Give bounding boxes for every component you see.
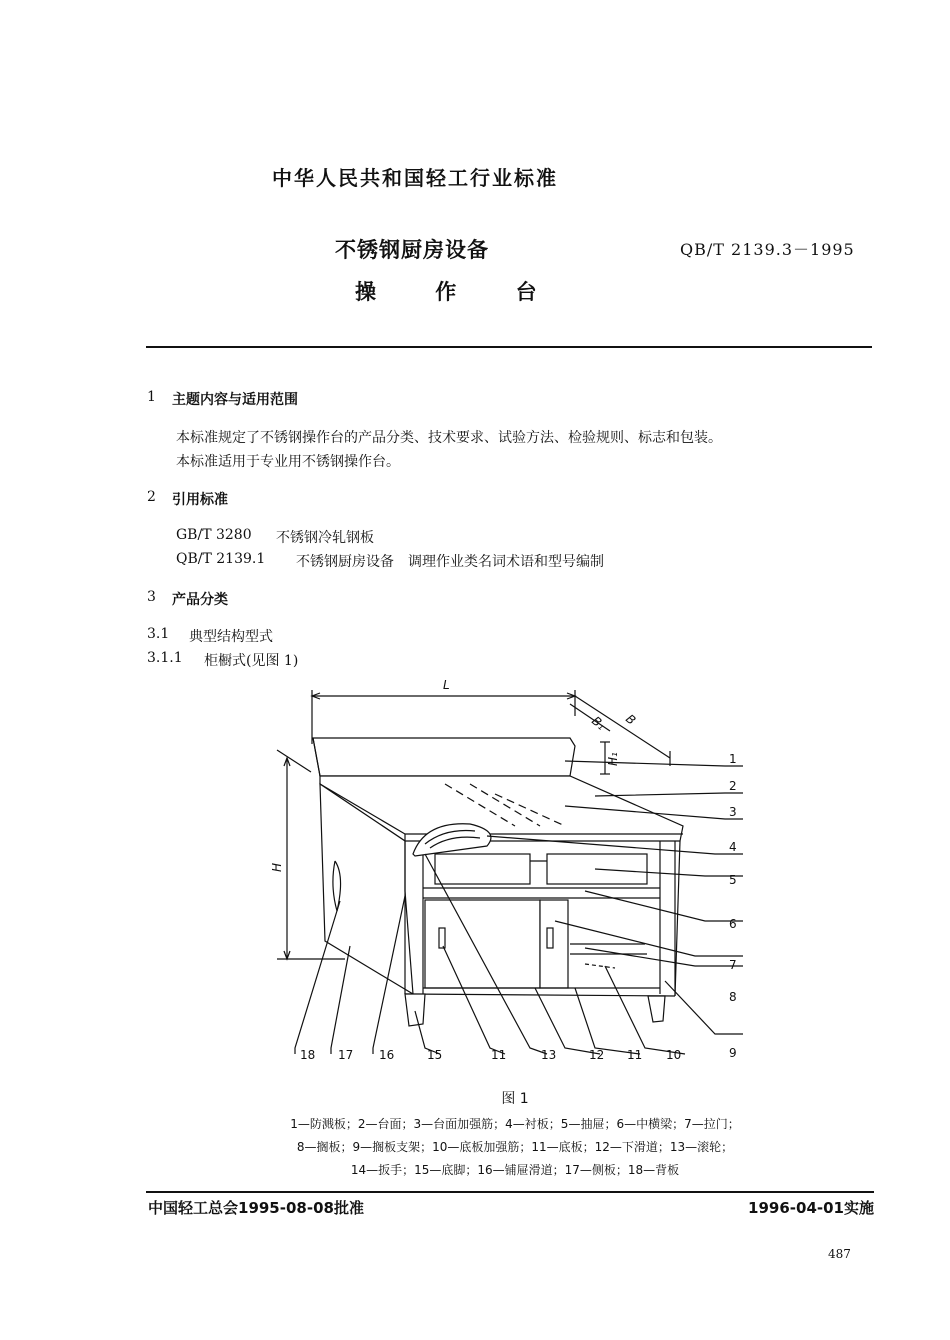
callout-label: 5 xyxy=(729,873,737,887)
callout-label: 6 xyxy=(729,917,737,931)
callout-label: 8 xyxy=(729,990,737,1004)
dim-label-B: B xyxy=(623,711,639,728)
section-3-1-1-number: 3.1.1 xyxy=(147,650,183,666)
reference-name: 不锈钢冷轧钢板 xyxy=(276,530,374,546)
callout-label: 11 xyxy=(627,1048,643,1062)
page-number: 487 xyxy=(828,1247,851,1261)
section-3-1-1-title: 柜橱式(见图 1) xyxy=(204,653,299,669)
section-3-1-number: 3.1 xyxy=(147,626,170,642)
callout-label: 3 xyxy=(729,805,737,819)
reference-code: QB/T 2139.1 xyxy=(176,551,266,567)
figure-title: 图 1 xyxy=(501,1091,529,1107)
callout-label: 13 xyxy=(541,1048,557,1062)
figure-legend-line: 1—防溅板；2—台面；3—台面加强筋；4—衬板；5—抽屉；6—中横梁；7—拉门； xyxy=(290,1117,740,1131)
reference-name: 不锈钢厨房设备 调理作业类名词术语和型号编制 xyxy=(296,554,604,570)
section-2-number: 2 xyxy=(147,489,156,505)
callout-label: 16 xyxy=(379,1048,395,1062)
callout-label: 11 xyxy=(491,1048,507,1062)
callout-label: 18 xyxy=(300,1048,316,1062)
callout-label: 15 xyxy=(427,1048,443,1062)
callout-label: 7 xyxy=(729,958,737,972)
figure-legend-line: 8—搁板；9—搁板支架；10—底板加强筋；11—底板；12—下滑道；13—滚轮； xyxy=(296,1140,734,1154)
section-1-title: 主题内容与适用范围 xyxy=(172,392,298,408)
dim-label-H: H xyxy=(270,862,284,872)
issuing-organization: 中华人民共和国轻工行业标准 xyxy=(272,166,558,190)
header-rule xyxy=(146,346,872,348)
approval-date: 中国轻工总会1995-08-08批准 xyxy=(148,1199,364,1217)
callout-label: 4 xyxy=(729,840,737,854)
section-3-title: 产品分类 xyxy=(172,592,228,608)
footer-rule xyxy=(146,1191,874,1193)
callout-label: 17 xyxy=(338,1048,354,1062)
standard-number: QB/T 2139.3－1995 xyxy=(680,240,855,259)
callout-label: 9 xyxy=(729,1046,737,1060)
section-3-number: 3 xyxy=(147,589,156,605)
figure-legend-line: 14—扳手；15—底脚；16—铺屉滑道；17—侧板；18—背板 xyxy=(350,1163,680,1177)
callout-label: 2 xyxy=(729,779,737,793)
callout-label: 10 xyxy=(666,1048,682,1062)
effective-date: 1996-04-01实施 xyxy=(748,1199,874,1217)
callout-label: 1 xyxy=(729,752,737,766)
document-subtitle: 操 作 台 xyxy=(355,280,563,304)
section-3-1-title: 典型结构型式 xyxy=(189,629,273,645)
reference-code: GB/T 3280 xyxy=(176,527,252,543)
document-title: 不锈钢厨房设备 xyxy=(335,238,489,262)
dim-label-L: L xyxy=(443,678,450,692)
callout-label: 12 xyxy=(589,1048,605,1062)
section-2-title: 引用标准 xyxy=(172,492,228,508)
section-1-paragraph: 本标准规定了不锈钢操作台的产品分类、技术要求、试验方法、检验规则、标志和包装。 xyxy=(176,430,722,446)
section-1-paragraph: 本标准适用于专业用不锈钢操作台。 xyxy=(176,454,400,470)
figure-1-drawing xyxy=(265,676,765,1071)
section-1-number: 1 xyxy=(147,389,156,405)
dim-label-H1: H₁ xyxy=(606,752,620,766)
dim-label-B1: B₁ xyxy=(589,713,609,733)
